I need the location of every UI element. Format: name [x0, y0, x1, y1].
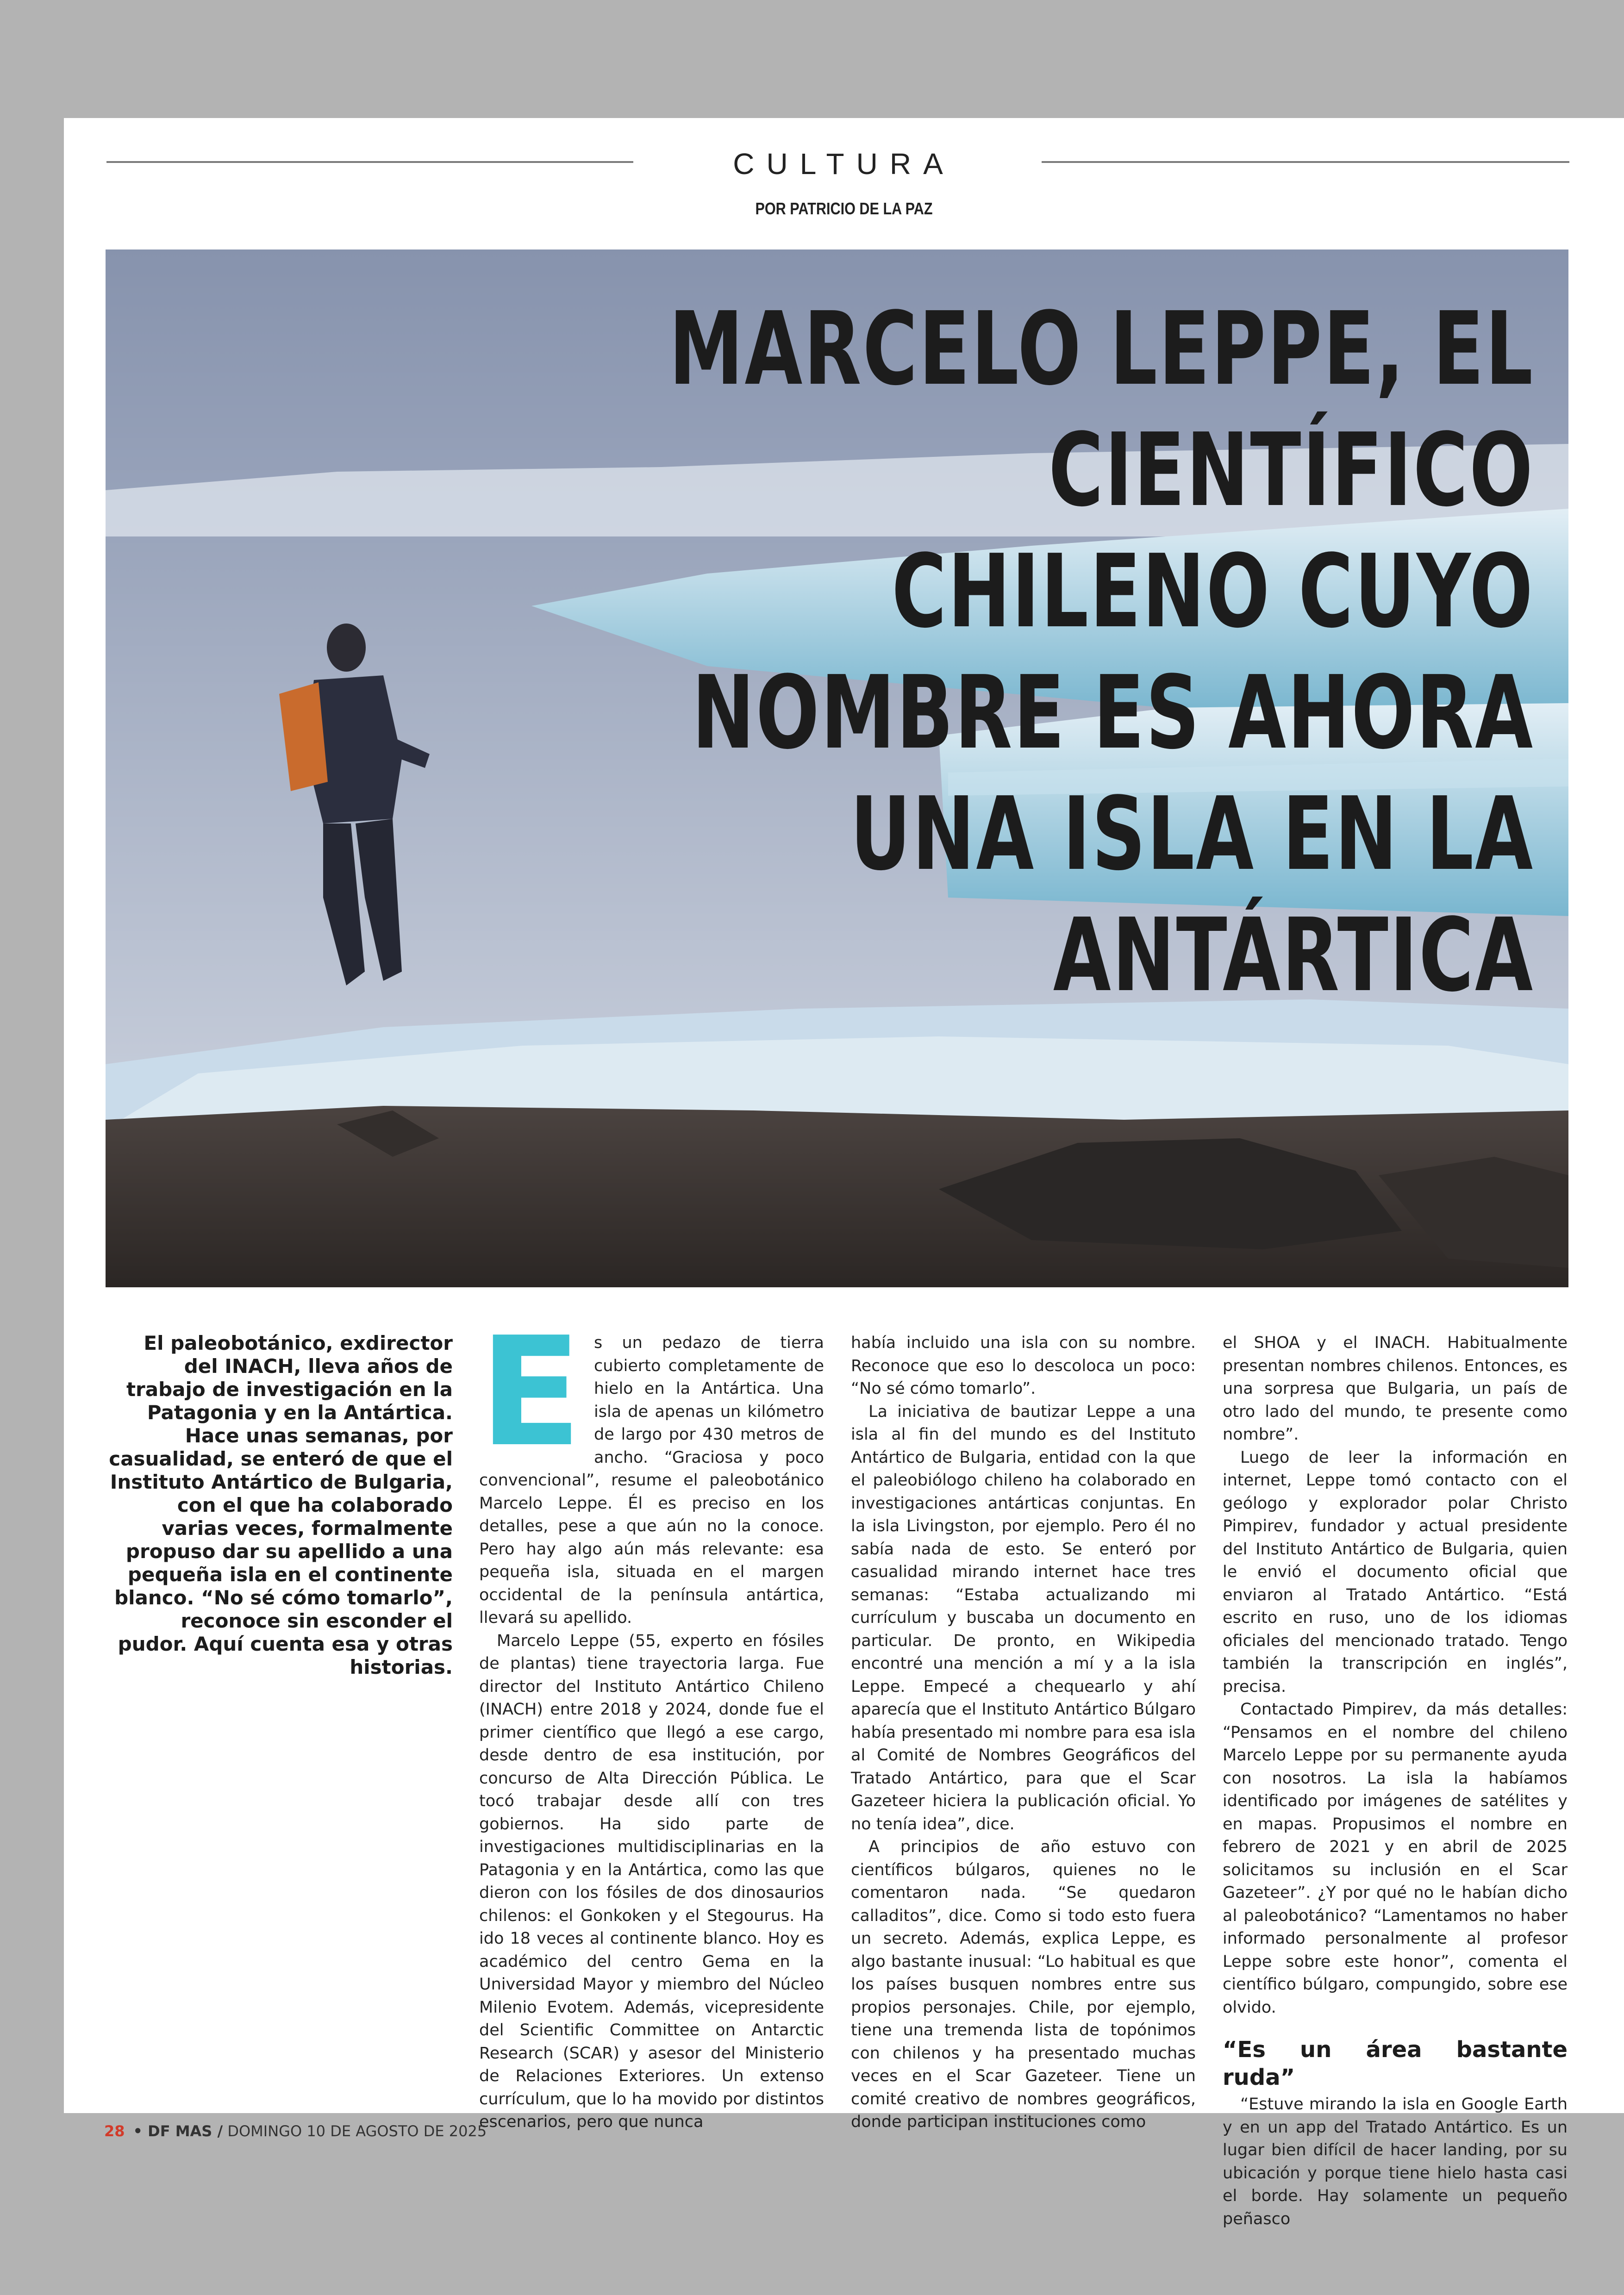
lede-paragraph: El paleobotánico, exdirector del INACH, lleva años de trabajo de investigación en la Patagonia y en la Antártica. Hace unas semanas, por casualidad, se enteró de que el Instituto Antártico de Bulgaria, con el que ha colaborado varias veces, formalmente propuso dar su apellido a una pequeña isla en el continente blanco. “No sé cómo tomarlo”, reconoce sin esconder el pudor. Aquí cuenta esa y otras historias.: [109, 1332, 453, 1678]
article-column-2: [851, 1332, 1196, 2134]
hero-photo: [106, 249, 1568, 1287]
article-column-1: [479, 1304, 824, 2134]
page-number: 28: [104, 2122, 125, 2140]
drop-cap: E: [479, 1335, 586, 1450]
paragraph: había incluido una isla con su nombre. Reconoce que eso lo descoloca un poco: “No sé cómo tomarlo”.: [851, 1334, 1196, 1398]
paragraph: A principios de año estuvo con científicos búlgaros, quienes no le comentaron nada. “Se quedaron calladitos”, dice. Como si todo esto fuera un secreto. Además, explica Leppe, es algo bastante inusual: “Lo habitual es que los países busquen nombres entre sus propios personajes. Chile, por ejemplo, tiene una tremenda lista de topónimos con chilenos y ha presentado muchas veces en el Scar Gazeteer. Tiene un comité creativo de nombres geográficos, donde participan instituciones como: [851, 1838, 1196, 2131]
byline: POR PATRICIO DE LA PAZ: [755, 199, 933, 218]
paragraph: La iniciativa de bautizar Leppe a una isla al fin del mundo es del Instituto Antártico de Bulgaria, entidad con la que el paleobiólogo chileno ha colaborado en investigaciones antárticas conjuntas. En la isla Livingston, por ejemplo. Pero él no sabía nada de esto. Se enteró por casualidad mirando internet hace tres semanas: “Estaba actualizando mi currículum y buscaba un documento en particular. De pronto, en Wikipedia encontré una mención a mí y a la isla Leppe. Empecé a chequearlo y ahí aparecía que el Instituto Antártico Búlgaro había presentado mi nombre para esa isla al Comité de Nombres Geográficos del Tratado Antártico, para que el Scar Gazeteer hiciera la publicación oficial. Yo no tenía idea”, dice.: [851, 1402, 1196, 1834]
paragraph: “Estuve mirando la isla en Google Earth y en un app del Tratado Antártico. Es un lugar bien difícil de hacer landing, por su ubicación y porque tiene hielo hasta casi el borde. Hay solamente un pequeño peñasco: [1223, 2095, 1568, 2228]
section-title: CULTURA: [733, 147, 955, 181]
publication-date: DOMINGO 10 DE AGOSTO DE 2025: [227, 2122, 487, 2140]
article-column-3: [1223, 1332, 1568, 2231]
paragraph: el SHOA y el INACH. Habitualmente presentan nombres chilenos. Entonces, es una sorpresa que Bulgaria, un país de otro lado del mundo, te presente como nombre”.: [1223, 1334, 1568, 1444]
paragraph: Marcelo Leppe (55, experto en fósiles de plantas) tiene trayectoria larga. Fue director del Instituto Antártico Chileno (INACH) entre 2018 y 2024, donde fue el primer científico que llegó a ese cargo, desde dentro de esa institución, por concurso de Alta Dirección Pública. Le tocó trabajar desde allí con tres gobiernos. Ha sido parte de investigaciones multidisciplinarias en la Patagonia y en la Antártica, como las que dieron con los fósiles de dos dinosaurios chilenos: el Gonkoken y el Stegourus. Ha ido 18 veces al continente blanco. Hoy es académico del centro Gema en la Universidad Mayor y miembro del Núcleo Milenio Evotem. Además, vicepresidente del Scientific Committee on Antarctic Research (SCAR) y asesor del Ministerio de Relaciones Exteriores. Un extenso currículum, que lo ha movido por distintos escenarios, pero que nunca: [479, 1631, 824, 2131]
paragraph: Luego de leer la información en internet, Leppe tomó contacto con el geólogo y explorador polar Christo Pimpirev, fundador y actual presidente del Instituto Antártico de Bulgaria, quien le envió el documento oficial que enviaron al Tratado Antártico. “Está escrito en ruso, uno de los idiomas oficiales del mencionado tratado. Tengo también la transcripción en inglés”, precisa.: [1223, 1448, 1568, 1696]
paragraph: s un pedazo de tierra cubierto completamente de hielo en la Antártica. Una isla de apenas un kilómetro de largo por 430 metros de ancho. “Graciosa y poco convencional”, resume el paleobotánico Marcelo Leppe. Él es preciso en los detalles, pese a que aún no la conoce. Pero hay algo aún más relevante: esa pequeña isla, situada en el margen occidental de la península antártica, llevará su apellido.: [479, 1334, 824, 1627]
headline: MARCELO LEPPE, EL CIENTÍFICO CHILENO CUYO NOMBRE ES AHORA UNA ISLA EN LA ANTÁRTICA: [669, 291, 1534, 1014]
paragraph: Contactado Pimpirev, da más detalles: “Pensamos en el nombre del chileno Marcelo Leppe por su permanente ayuda con nosotros. La isla la habíamos identificado por imágenes de satélites y en mapas. Propusimos el nombre en febrero de 2021 y en abril de 2025 solicitamos su inclusión en el Scar Gazeteer”. ¿Y por qué no le habían dicho al paleobotánico? “Lamentamos no haber informado personalmente al profesor Leppe sobre este honor”, comenta el científico búlgaro, compungido, sobre ese olvido.: [1223, 1700, 1568, 2017]
publication-name: • DF MAS /: [133, 2122, 223, 2140]
subheading: “Es un área bastante ruda”: [1223, 2037, 1568, 2090]
page-footer: [104, 2122, 487, 2140]
